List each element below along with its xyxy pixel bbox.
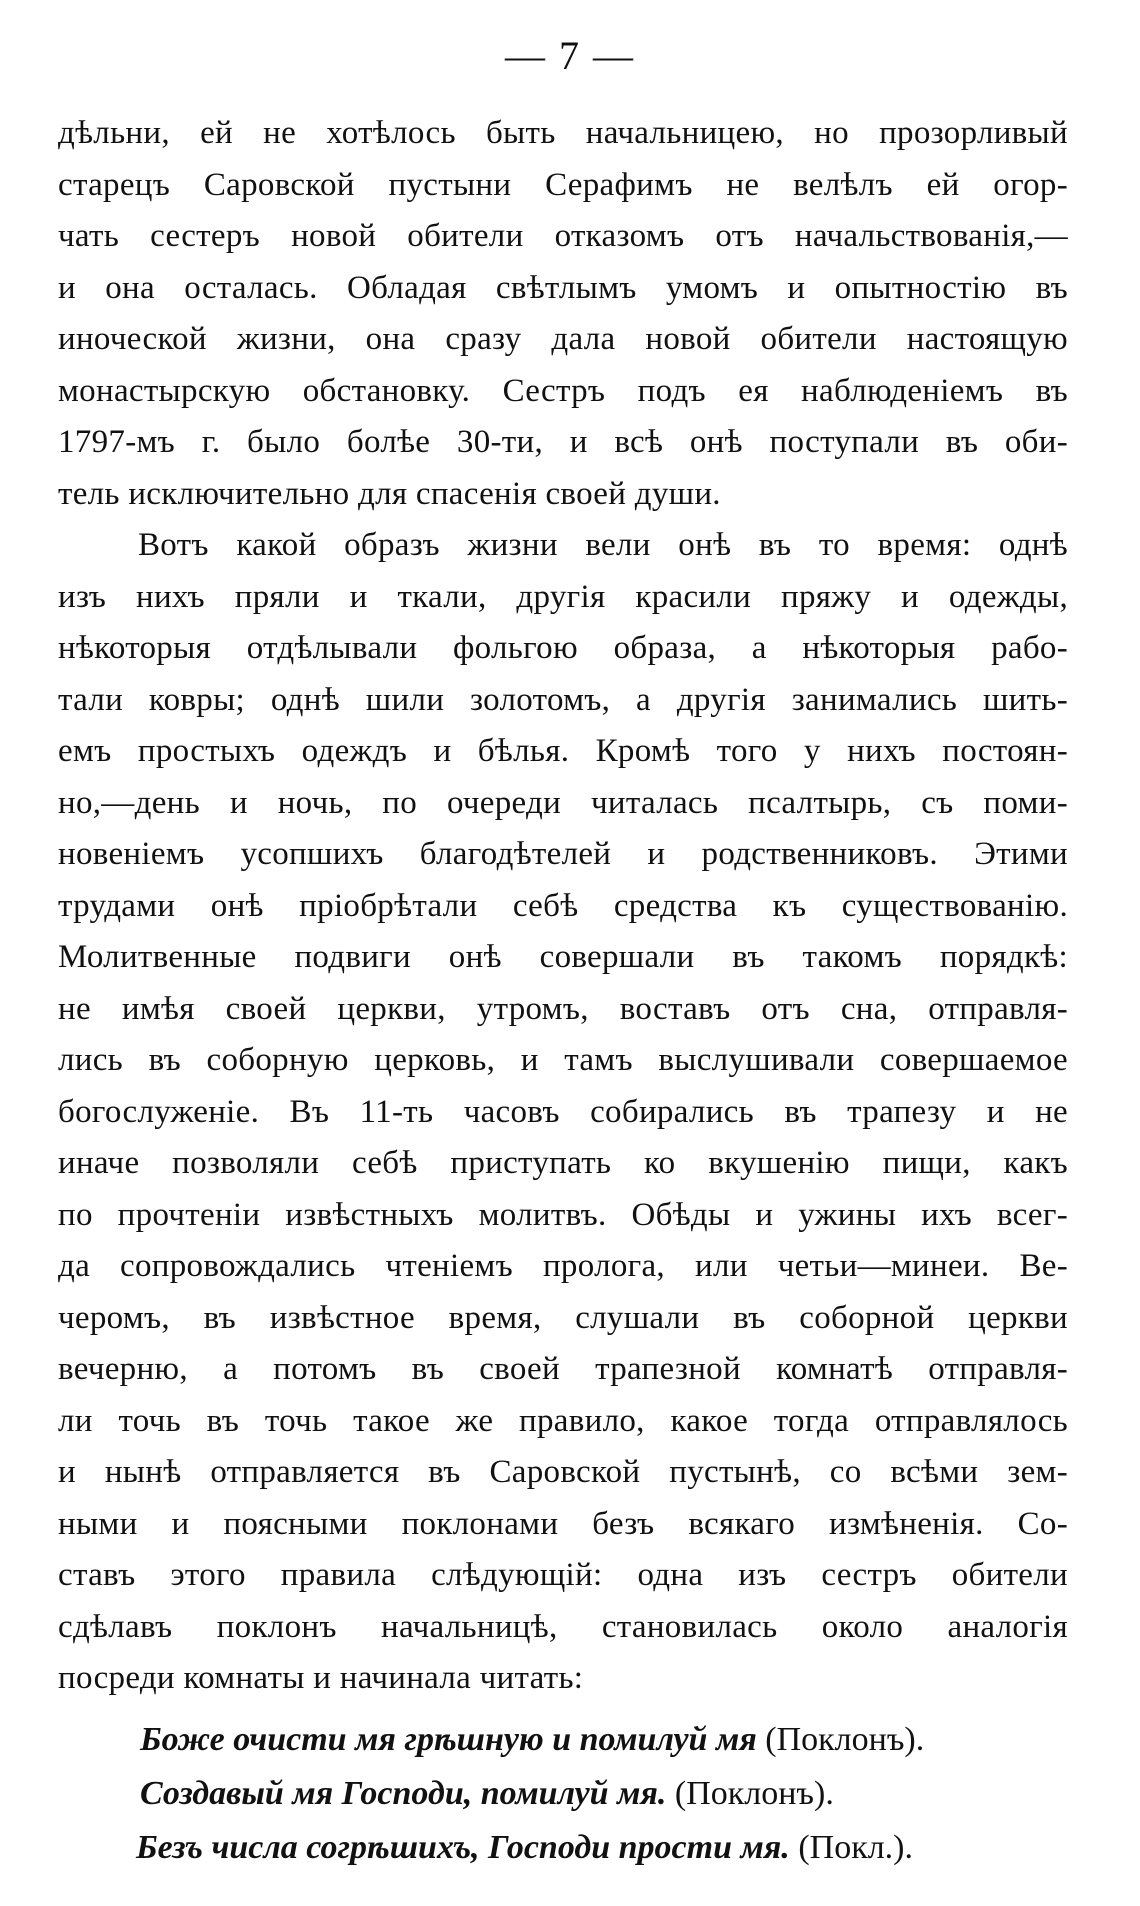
text-line: ставъ этого правила слѣдующій: одна изъ сестръ обители — [58, 1557, 1068, 1593]
text-line: богослуженіе. Въ 11-ть часовъ собирались въ трапезу и не — [58, 1093, 1068, 1130]
text-line: вечерню, а потомъ въ своей трапезной комнатѣ отправля- — [58, 1351, 1068, 1387]
text-line: изъ нихъ пряли и ткали, другія красили пряжу и одежды, — [58, 578, 1068, 615]
text-line: емъ простыхъ одеждъ и бѣлья. Кромѣ того у нихъ постоян- — [58, 733, 1068, 769]
text-line: ли точь въ точь такое же правило, какое тогда отправлялось — [58, 1402, 1068, 1439]
text-line: иноческой жизни, она сразу дала новой обители настоящую — [58, 321, 1068, 357]
text-line: не имѣя своей церкви, утромъ, воставъ отъ сна, отправля- — [58, 990, 1068, 1027]
text-line: и нынѣ отправляется въ Саровской пустынѣ, со всѣми зем- — [58, 1454, 1068, 1490]
prayer-line — [58, 1821, 1068, 1875]
text-line: дѣльни, ей не хотѣлось быть начальницею, но прозорливый — [58, 115, 1068, 151]
text-line: Вотъ какой образъ жизни вели онѣ въ то время: однѣ — [138, 527, 1068, 563]
prayer-note: (Поклонъ). — [674, 1774, 834, 1812]
text-line: но,—день и ночь, по очереди читалась псалтырь, съ поми- — [58, 784, 1068, 821]
text-line: тель исключительно для спасенія своей души. — [58, 475, 721, 512]
text-line: по прочтеніи извѣстныхъ молитвъ. Обѣды и ужины ихъ всег- — [58, 1196, 1068, 1233]
text-line: лись въ соборную церковь, и тамъ выслушивали совершаемое — [58, 1042, 1068, 1078]
prayer-note: (Покл.). — [798, 1828, 913, 1866]
text-line: и она осталась. Обладая свѣтлымъ умомъ и опытностію въ — [58, 269, 1068, 306]
text-line: 1797-мъ г. было болѣе 30-ти, и всѣ онѣ поступали въ оби- — [58, 424, 1068, 460]
text-line: черомъ, въ извѣстное время, слушали въ соборной церкви — [58, 1299, 1068, 1336]
text-line: монастырскую обстановку. Сестръ подъ ея наблюденіемъ въ — [58, 372, 1068, 409]
prayer-line — [58, 1713, 1068, 1767]
prayer-list — [58, 1713, 1068, 1875]
text-line: нѣкоторыя отдѣлывали фольгою образа, а нѣкоторыя рабо- — [58, 630, 1068, 666]
text-line: чать сестеръ новой обители отказомъ отъ начальствованія,— — [58, 218, 1068, 254]
paragraph-2 — [58, 520, 1068, 1705]
prayer-text: Боже очисти мя грѣшную и помилуй мя — [140, 1720, 757, 1758]
prayer-text: Безъ числа согрѣшихъ, Господи прости мя. — [136, 1828, 790, 1866]
text-line: да сопровождались чтеніемъ пролога, или четьи—минеи. Ве- — [58, 1248, 1068, 1284]
paragraph-1 — [58, 108, 1068, 520]
text-line: старецъ Саровской пустыни Серафимъ не велѣлъ ей огор- — [58, 166, 1068, 203]
text-line: ными и поясными поклонами безъ всякаго измѣненія. Со- — [58, 1505, 1068, 1542]
prayer-note: (Поклонъ). — [765, 1720, 925, 1758]
page-number: — 7 — — [505, 33, 635, 78]
text-line: сдѣлавъ поклонъ начальницѣ, становилась около аналогія — [58, 1608, 1068, 1645]
prayer-line — [58, 1767, 1068, 1821]
text-line: тали ковры; однѣ шили золотомъ, а другія занимались шить- — [58, 681, 1068, 718]
text-line: Молитвенные подвиги онѣ совершали въ такомъ порядкѣ: — [58, 939, 1068, 975]
text-line: иначе позволяли себѣ приступать ко вкушенію пищи, какъ — [58, 1145, 1068, 1181]
text-line: посреди комнаты и начинала читать: — [58, 1660, 584, 1696]
text-line: трудами онѣ пріобрѣтали себѣ средства къ существованію. — [58, 887, 1068, 924]
text-line: новеніемъ усопшихъ благодѣтелей и родственниковъ. Этими — [58, 836, 1068, 872]
body-text — [58, 108, 1068, 1875]
prayer-text: Создавый мя Господи, помилуй мя. — [140, 1774, 667, 1812]
